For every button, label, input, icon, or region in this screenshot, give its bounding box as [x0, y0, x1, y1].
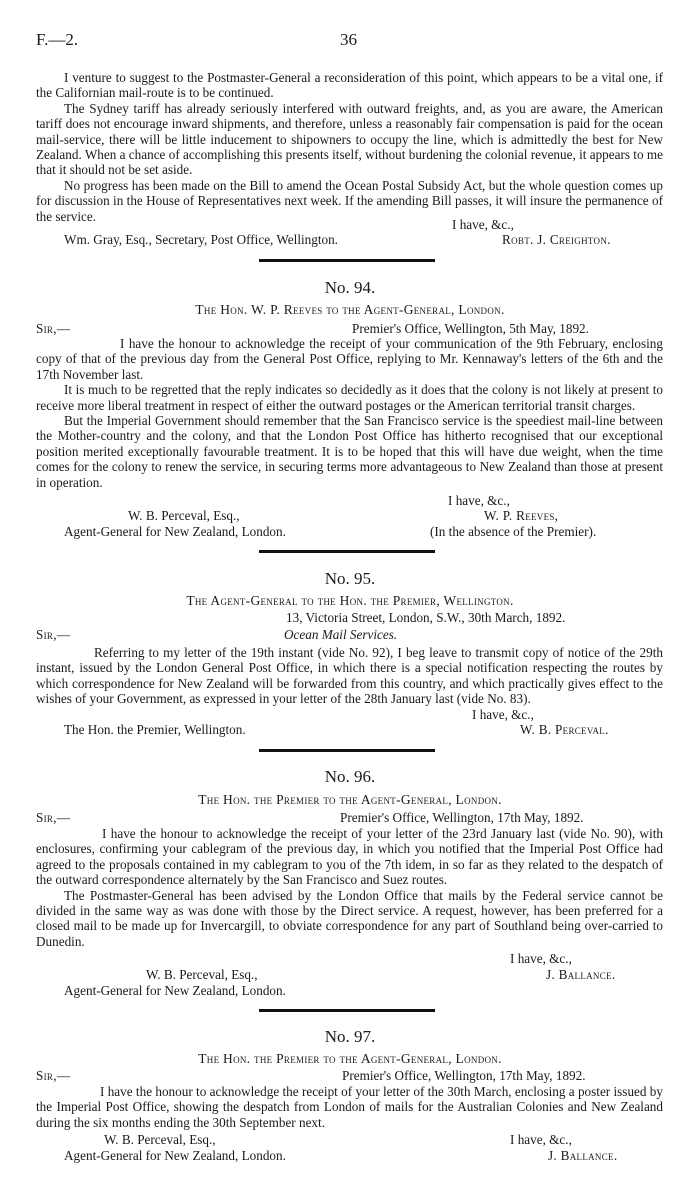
- salutation: Sir,—: [36, 1068, 71, 1083]
- closing: I have, &c.,: [448, 493, 510, 508]
- letter-number: No. 94.: [324, 278, 376, 297]
- section-divider: [259, 550, 435, 553]
- signature: Robt. J. Creighton.: [502, 232, 611, 247]
- paragraph: I have the honour to acknowledge the receipt of your communication of the 9th February, enclosing copy of that of the previous day from the General Post Office, replying to Mr. Kennaway's letters of the 6th and the 17th November last.: [36, 336, 663, 382]
- addressee: Agent-General for New Zealand, London.: [64, 524, 286, 539]
- salutation: Sir,—: [36, 627, 71, 642]
- page-number: 36: [340, 30, 357, 49]
- letter-number: No. 95.: [324, 569, 376, 588]
- letter-body: [36, 336, 663, 490]
- salutation: Sir,—: [36, 810, 71, 825]
- paragraph: I venture to suggest to the Postmaster-General a reconsideration of this point, which appears to be a vital one, if the Californian mail-route is to be continued.: [36, 70, 663, 101]
- letter-number: No. 97.: [324, 1027, 376, 1046]
- place-date: Premier's Office, Wellington, 5th May, 1892.: [352, 321, 589, 336]
- signature-note: (In the absence of the Premier).: [430, 524, 597, 539]
- place-date: Premier's Office, Wellington, 17th May, 1892.: [342, 1068, 586, 1083]
- signature: W. B. Perceval.: [520, 722, 609, 737]
- letter-heading: The Hon. the Premier to the Agent-General, London.: [198, 1051, 502, 1066]
- signature: J. Ballance.: [546, 967, 616, 982]
- letter-heading: The Hon. the Premier to the Agent-General, London.: [198, 792, 502, 807]
- addressee: W. B. Perceval, Esq.,: [104, 1132, 216, 1147]
- place-date: Premier's Office, Wellington, 17th May, 1892.: [340, 810, 584, 825]
- closing: I have, &c.,: [472, 707, 534, 722]
- subject: Ocean Mail Services.: [284, 627, 398, 642]
- closing: I have, &c.,: [452, 217, 514, 232]
- letter-body: [36, 826, 663, 949]
- closing: I have, &c.,: [510, 1132, 572, 1147]
- signature: J. Ballance.: [548, 1148, 618, 1163]
- paragraph: I have the honour to acknowledge the receipt of your letter of the 23rd January last (vide No. 90), with enclosures, confirming your cablegram of the previous day, in which you notified that the Imperial Post Office had agreed to the proposals contained in my cablegram to you of the 7th idem, in so far as they related to the despatch of the outward correspondence alternately by the San Francisco and Suez routes.: [36, 826, 663, 888]
- paragraph: No progress has been made on the Bill to amend the Ocean Postal Subsidy Act, but the whole question comes up for discussion in the House of Representatives next week. If the amending Bill passes, it will insure the permanence of the service.: [36, 177, 663, 224]
- paragraph: The Postmaster-General has been advised by the London Office that mails by the Federal service cannot be divided in the same way as was done with those by the Direct service. A request, however, has been preferred for a closed mail to be made up for Invercargill, to obviate correspondence for any part of Southland being over-carried to Dunedin.: [36, 887, 663, 949]
- letter-body: [36, 645, 663, 707]
- paragraph: Referring to my letter of the 19th instant (vide No. 92), I beg leave to transmit copy of notice of the 29th instant, issued by the London General Post Office, in which there is a special notification respecting the routes by which correspondence for New Zealand will be forwarded from this country, and which practically gives effect to the wishes of your Government, as expressed in your letter of the 28th January last (vide No. 83).: [36, 645, 663, 707]
- paragraph: It is much to be regretted that the reply indicates so decidedly as it does that the colony is not likely at present to receive more liberal treatment in respect of either the outward postages or the American territorial transit charges.: [36, 382, 663, 413]
- closing: I have, &c.,: [510, 951, 572, 966]
- place-date: 13, Victoria Street, London, S.W., 30th March, 1892.: [286, 610, 566, 625]
- letter-heading: The Hon. W. P. Reeves to the Agent-General, London.: [195, 302, 505, 317]
- section-divider: [259, 1009, 435, 1012]
- letter-body: [36, 1084, 663, 1130]
- paragraph: I have the honour to acknowledge the receipt of your letter of the 30th March, enclosing a poster issued by the Imperial Post Office, showing the despatch from London of mails for the Australian Colonies and New Zealand during the six months ending the 30th September next.: [36, 1084, 663, 1130]
- addressee: The Hon. the Premier, Wellington.: [64, 722, 246, 737]
- addressee: Agent-General for New Zealand, London.: [64, 983, 286, 998]
- paragraph: But the Imperial Government should remember that the San Francisco service is the speediest mail-line between the Mother-country and the colony, and that the London Post Office has hitherto recognised that our exceptional position merited exceptionally favourable treatment. It is to be hoped that this will have due weight, when the time comes for the colony to renew the service, in securing terms more advantageous to New Zealand than those at present in operation.: [36, 413, 663, 490]
- addressee: Wm. Gray, Esq., Secretary, Post Office, Wellington.: [64, 232, 338, 247]
- section-divider: [259, 259, 435, 262]
- paragraph: The Sydney tariff has already seriously interfered with outward freights, and, as you are aware, the American tariff does not encourage inward shipments, and therefore, unless a reasonably fair compensation is paid for the ocean mail-service, there will be little inducement to shipowners to occupy the line, which is admittedly the best for New Zealand. When a chance of accomplishing this presents itself, without burdening the colonial revenue, it appears to me that it should not be set aside.: [36, 100, 663, 178]
- addressee: W. B. Perceval, Esq.,: [128, 508, 240, 523]
- addressee: W. B. Perceval, Esq.,: [146, 967, 258, 982]
- addressee: Agent-General for New Zealand, London.: [64, 1148, 286, 1163]
- signature: W. P. Reeves,: [484, 508, 559, 523]
- section-divider: [259, 749, 435, 752]
- letter-heading: The Agent-General to the Hon. the Premier, Wellington.: [186, 593, 514, 608]
- letter-number: No. 96.: [324, 767, 376, 786]
- salutation: Sir,—: [36, 321, 71, 336]
- document-code: F.—2.: [36, 30, 79, 49]
- intro-letter-body: [36, 70, 663, 224]
